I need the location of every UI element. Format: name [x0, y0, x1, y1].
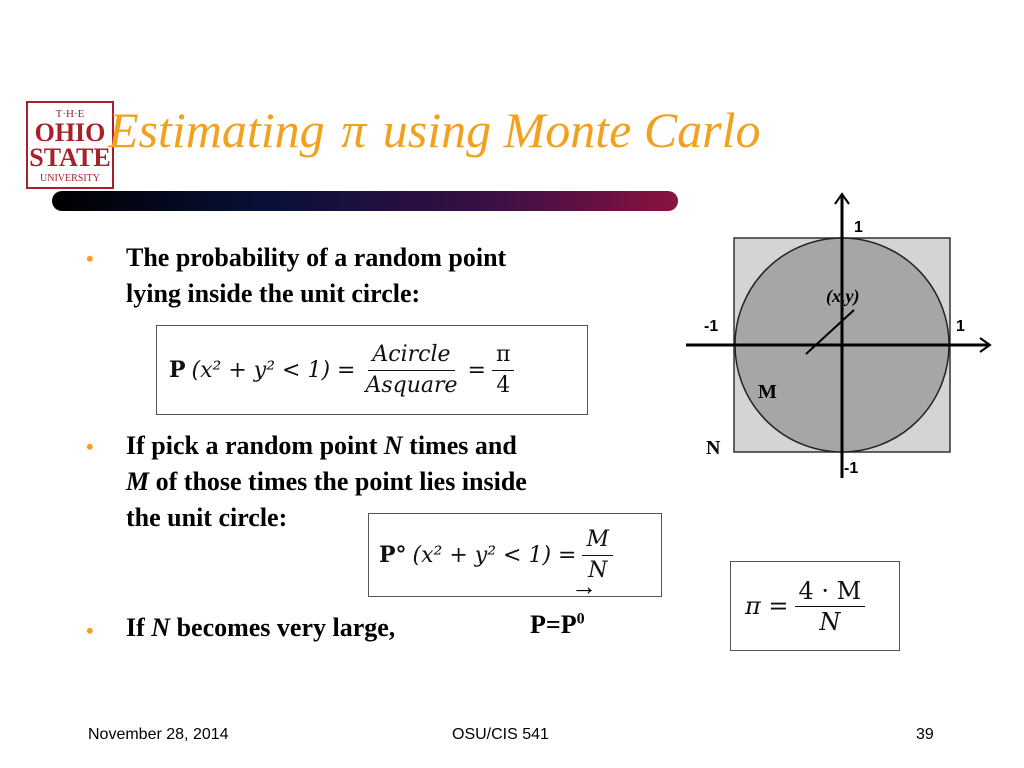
- bullet-1-line2: lying inside the unit circle:: [126, 279, 421, 308]
- circle-m-label: M: [758, 381, 777, 403]
- formula1-num2: π: [492, 342, 514, 371]
- limit-sup: 0: [576, 610, 585, 628]
- bullet-marker-1: •: [86, 246, 94, 271]
- formula-probability-box: [156, 325, 588, 415]
- bullet-3-n: N: [151, 613, 171, 642]
- formula-estimate-box: [368, 513, 662, 597]
- formula1-fraction: [361, 342, 461, 399]
- formula3-lhs: π =: [745, 592, 789, 620]
- footer-page-number: 39: [916, 726, 934, 743]
- bullet-3-text: [126, 610, 395, 646]
- point-label: (x,y): [826, 286, 860, 306]
- footer-date: November 28, 2014: [88, 726, 229, 743]
- formula-pi: [745, 568, 871, 644]
- formula1-p: P: [169, 357, 186, 383]
- formula1-fraction2: [492, 342, 514, 399]
- limit-equation: [530, 610, 585, 640]
- bullet-2-line1: [126, 428, 527, 464]
- bullet-2-line1-b: times and: [402, 431, 517, 460]
- formula1-eq: =: [467, 357, 486, 383]
- formula2-num: M: [582, 527, 613, 556]
- bullet-2-n: N: [383, 431, 403, 460]
- unit-circle-diagram: [680, 188, 1000, 488]
- x-left-label: -1: [704, 318, 719, 335]
- bullet-marker-3: •: [86, 618, 94, 643]
- formula2-p: P°: [379, 542, 407, 568]
- title-after: using Monte Carlo: [382, 102, 761, 158]
- x-right-label: 1: [956, 318, 965, 335]
- formula1-expr: (x² + y² < 1) =: [191, 357, 356, 383]
- formula-pi-box: [730, 561, 900, 651]
- bullet-1-text: [126, 240, 506, 312]
- ohio-state-logo: [26, 101, 114, 189]
- formula3-fraction: [795, 578, 866, 635]
- bullet-1-line1: The probability of a random point: [126, 243, 507, 272]
- formula1-num: Acircle: [368, 342, 454, 371]
- bullet-2-line2-b: of those times the point lies inside: [149, 467, 527, 496]
- bullet-2-line3: the unit circle:: [126, 503, 288, 532]
- logo-line1: T·H·E: [55, 108, 85, 120]
- formula1-den: Asquare: [365, 372, 458, 398]
- slide-title: [108, 100, 761, 160]
- y-bottom-label: -1: [844, 460, 859, 477]
- bullet-marker-2: •: [86, 434, 94, 459]
- logo-graphic: [28, 103, 112, 187]
- formula2-den: N: [588, 557, 608, 583]
- limit-arrow: →: [571, 572, 597, 601]
- bullet-2-m: M: [126, 467, 150, 496]
- logo-line4: UNIVERSITY: [40, 173, 100, 184]
- y-top-label: 1: [854, 219, 863, 236]
- footer-course: OSU/CIS 541: [452, 726, 549, 743]
- bullet-3-a: If: [126, 613, 152, 642]
- formula3-den: N: [819, 607, 841, 636]
- logo-line2: OHIO: [34, 118, 106, 147]
- formula-probability: [169, 332, 520, 408]
- formula1-den2: 4: [496, 372, 511, 398]
- formula2-expr: (x² + y² < 1) =: [412, 542, 577, 568]
- logo-line3: STATE: [29, 143, 111, 172]
- bullet-3-b: becomes very large,: [170, 613, 396, 642]
- bullet-2-line2: [126, 464, 527, 500]
- title-underline-bar: [52, 191, 678, 211]
- square-n-label: N: [706, 437, 721, 459]
- limit-p: P=P: [530, 610, 577, 639]
- title-before: Estimating: [108, 102, 325, 158]
- bullet-2-line1-a: If pick a random point: [126, 431, 384, 460]
- title-pi: π: [341, 102, 367, 158]
- formula3-num: 4 · M: [795, 578, 866, 607]
